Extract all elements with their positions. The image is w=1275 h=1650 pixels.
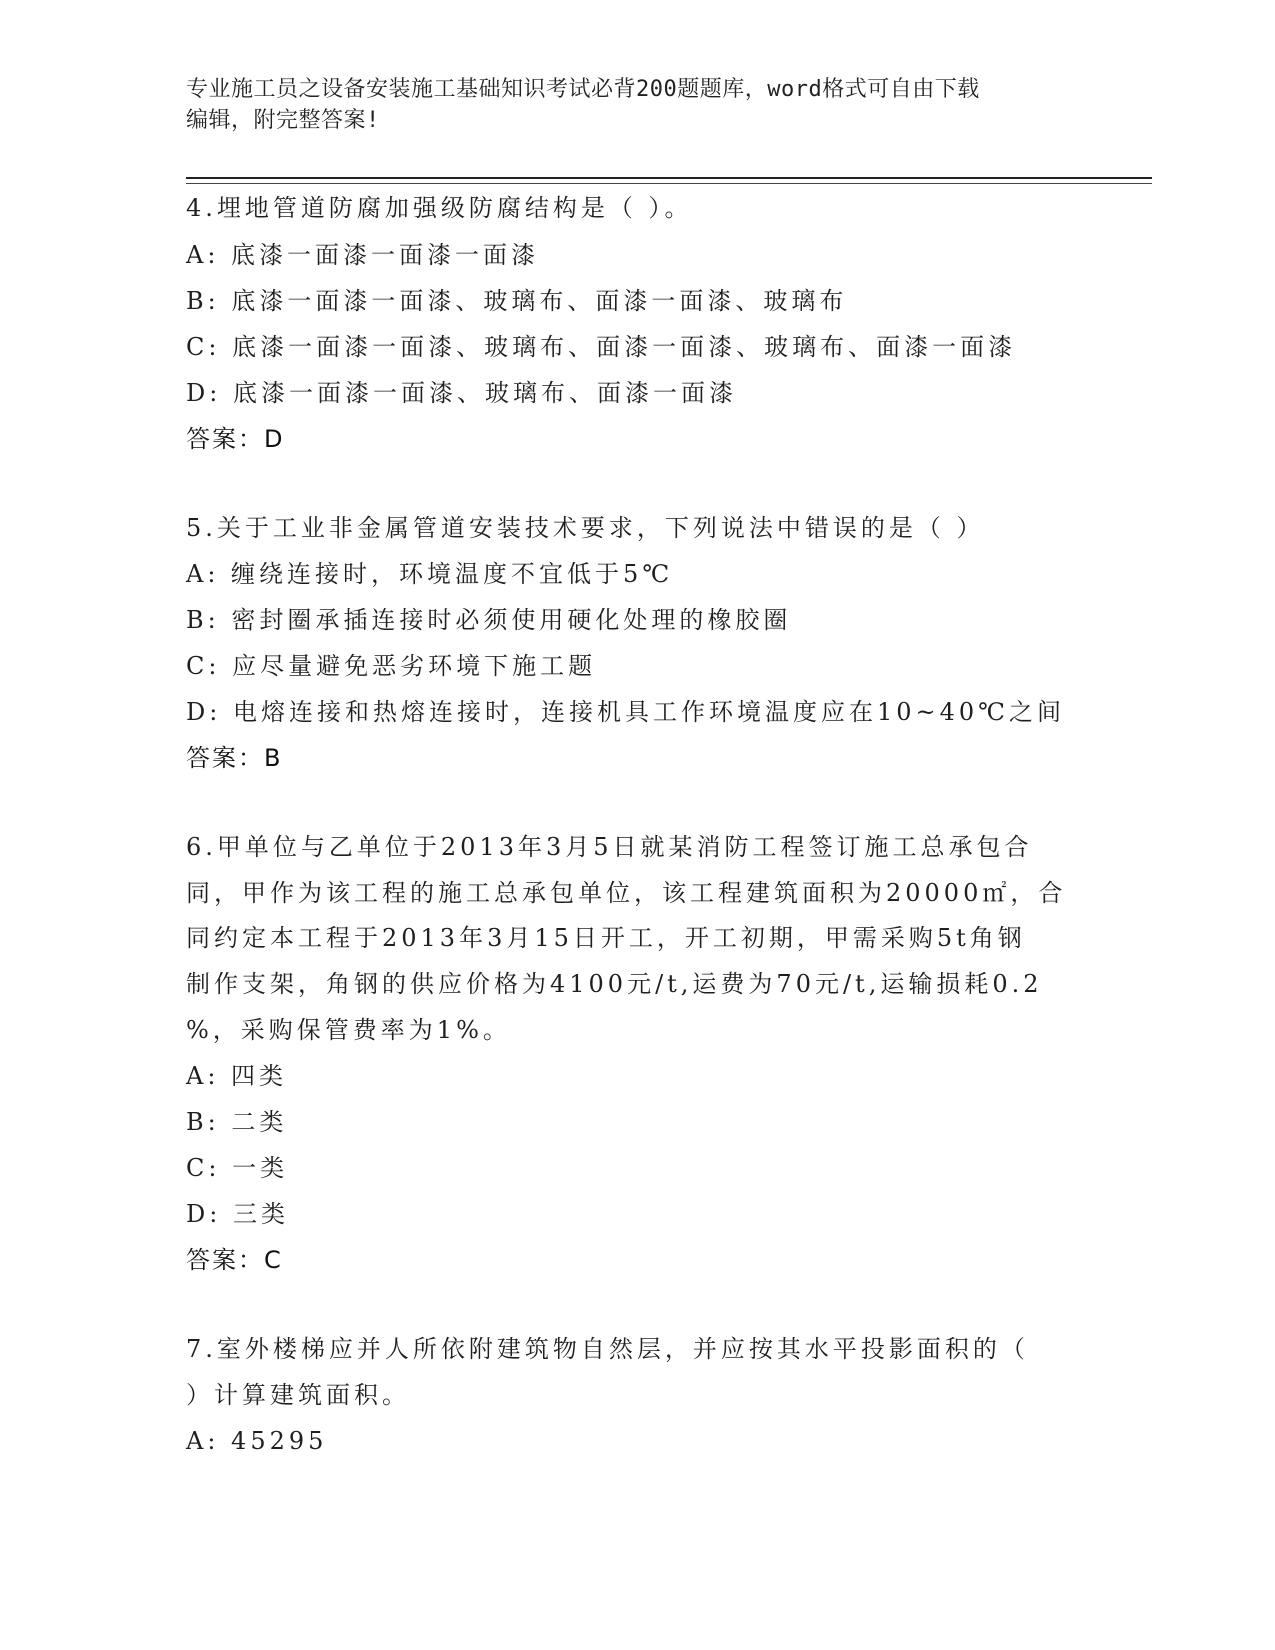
question-text: 7.室外楼梯应并人所依附建筑物自然层，并应按其水平投影面积的（ ）计算建筑面积。 [186,1335,1029,1409]
answer-label: 答案：B [186,744,283,773]
question-block [186,506,1086,782]
option-d: D: 电熔连接和热熔连接时，连接机具工作环境温度应在10~40℃之间 [186,698,1065,727]
answer-label: 答案：D [186,424,285,453]
answer-label: 答案：C [186,1246,283,1275]
question-text: 6.甲单位与乙单位于2013年3月5日就某消防工程签订施工总承包合 同，甲作为该工程的施工总承包单位，该工程建筑面积为20000㎡，合 同约定本工程于2013年3月15日开工，开工初期，甲需采购5t角钢 制作支架，角钢的供应价格为4100元/t,运费为70元/t,运输损耗0.2 %，采购保管费率为1%。 [186,833,1067,1044]
spacer [186,462,1086,506]
option-b: B: 二类 [186,1108,288,1137]
option-c: C: 应尽量避免恶劣环境下施工题 [186,652,597,681]
header-divider-thin [186,183,1152,184]
question-text: 4.埋地管道防腐加强级防腐结构是（ ）。 [186,194,693,222]
header-line-2: 编辑，附完整答案! [186,108,380,133]
header-divider-thick [186,177,1152,179]
option-c: C: 一类 [186,1154,289,1183]
option-d: D: 三类 [186,1200,289,1229]
option-d: D: 底漆一面漆一面漆、玻璃布、面漆一面漆 [186,378,737,407]
option-a: A: 四类 [186,1062,288,1091]
option-a: A: 缠绕连接时，环境温度不宜低于5℃ [186,560,674,589]
spacer [186,781,1086,825]
option-c: C: 底漆一面漆一面漆、玻璃布、面漆一面漆、玻璃布、面漆一面漆 [186,332,1017,361]
option-a: A: 底漆一面漆一面漆一面漆 [186,240,540,269]
option-b: B: 底漆一面漆一面漆、玻璃布、面漆一面漆、玻璃布 [186,286,848,315]
question-text: 5.关于工业非金属管道安装技术要求，下列说法中错误的是（ ） [186,513,985,542]
question-block [186,1327,1086,1464]
option-a: A: 45295 [186,1427,328,1456]
question-block [186,186,1086,462]
header-line-1: 专业施工员之设备安装施工基础知识考试必背200题题库，word格式可自由下载 [186,77,980,102]
document-header [186,74,1086,136]
question-block [186,825,1086,1283]
spacer [186,1283,1086,1327]
option-b: B: 密封圈承插连接时必须使用硬化处理的橡胶圈 [186,606,792,635]
question-list [186,186,1086,1464]
